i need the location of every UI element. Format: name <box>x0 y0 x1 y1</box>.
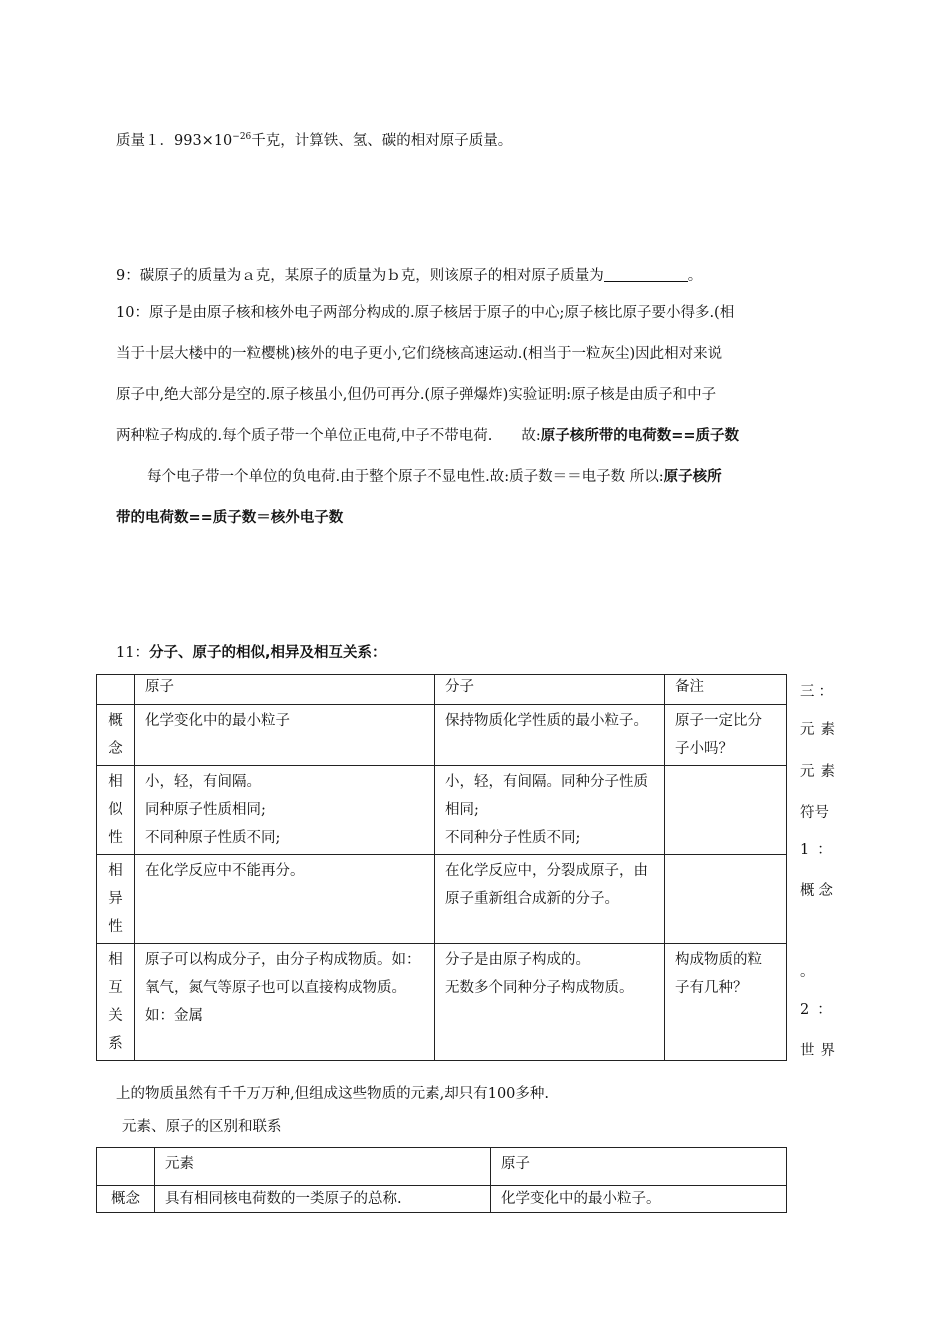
header-cell-atom: 原子 <box>491 1148 787 1186</box>
header-cell-molecule: 分子 <box>435 675 665 705</box>
side-text: 三： <box>800 684 837 700</box>
table-row <box>97 855 787 944</box>
answer-blank[interactable] <box>604 267 688 282</box>
side-text: 2： <box>800 1002 840 1018</box>
side-text: 1： <box>800 842 840 858</box>
question-9 <box>116 264 702 285</box>
q10-line-5 <box>147 465 722 486</box>
cell-atom-relation: 原子可以构成分子，由分子构成物质。如：氧气，氮气等原子也可以直接构成物质。如：金属 <box>135 944 435 1061</box>
question-11-title: 分子、原子的相似,相异及相互关系： <box>148 645 387 661</box>
question-11-heading <box>116 641 386 662</box>
q10-line-4-text: 两种粒子构成的.每个质子带一个单位正电荷,中子不带电荷. 故: <box>116 428 541 444</box>
table-header-row <box>97 1148 787 1186</box>
table-2-title: 元素、原子的区别和联系 <box>122 1119 282 1135</box>
row-label-difference: 相 异 性 <box>97 855 135 944</box>
q10-line-2: 当于十层大楼中的一粒樱桃)核外的电子更小,它们绕核高速运动.(相当于一粒灰尘)因此相对来说 <box>116 346 723 362</box>
q10-conclusion-2b: 带的电荷数==质子数＝核外电子数 <box>116 510 344 526</box>
side-text: 概念 <box>800 883 837 899</box>
side-text: 元素 <box>800 764 841 780</box>
cell-molecule-difference: 在化学反应中，分裂成原子，由原子重新组合成新的分子。 <box>435 855 665 944</box>
side-text: 。 <box>800 964 815 980</box>
mass-text-pre: 质量１．993×10 <box>116 133 233 149</box>
cell-molecule-concept: 保持物质化学性质的最小粒子。 <box>435 705 665 766</box>
world-paragraph: 上的物质虽然有千千万万种,但组成这些物质的元素,却只有100多种. <box>116 1086 550 1102</box>
cell-atom-similarity: 小，轻，有间隔。 同种原子性质相同; 不同种原子性质不同; <box>135 766 435 855</box>
mass-paragraph <box>116 129 512 150</box>
table-row <box>97 766 787 855</box>
cell-molecule-relation: 分子是由原子构成的。 无数多个同种分子构成物质。 <box>435 944 665 1061</box>
row-label-concept: 概 念 <box>97 705 135 766</box>
table-row <box>97 944 787 1061</box>
cell-note-concept: 原子一定比分子小吗？ <box>665 705 787 766</box>
side-text: 世界 <box>800 1043 841 1059</box>
cell-note-similarity <box>665 766 787 855</box>
q10-line-4 <box>116 424 739 445</box>
side-text: 元素 <box>800 722 841 738</box>
q10-conclusion-1: 原子核所带的电荷数==质子数 <box>540 428 740 444</box>
header-cell-empty <box>97 1148 155 1186</box>
question-9-end: 。 <box>687 268 703 284</box>
header-cell-note: 备注 <box>665 675 787 705</box>
header-cell-atom: 原子 <box>135 675 435 705</box>
question-9-text: 9：碳原子的质量为ａ克，某原子的质量为ｂ克，则该原子的相对原子质量为 <box>116 268 604 284</box>
cell-note-relation: 构成物质的粒子有几种？ <box>665 944 787 1061</box>
cell-atom-concept: 化学变化中的最小粒子。 <box>491 1186 787 1213</box>
atom-molecule-table <box>96 674 787 1061</box>
element-atom-table <box>96 1147 787 1213</box>
row-label-relation: 相 互 关 系 <box>97 944 135 1061</box>
side-text: 符号 <box>800 805 829 821</box>
question-11-number: 11： <box>116 645 149 661</box>
table-header-row <box>97 675 787 705</box>
cell-atom-concept: 化学变化中的最小粒子 <box>135 705 435 766</box>
table-row <box>97 705 787 766</box>
mass-exponent: −26 <box>232 132 252 142</box>
q10-conclusion-2a: 原子核所 <box>663 469 722 485</box>
table-row <box>97 1186 787 1213</box>
cell-atom-difference: 在化学反应中不能再分。 <box>135 855 435 944</box>
q10-line-5-text: 每个电子带一个单位的负电荷.由于整个原子不显电性.故:质子数＝＝电子数 所以: <box>147 469 664 485</box>
cell-element-concept: 具有相同核电荷数的一类原子的总称. <box>155 1186 491 1213</box>
q10-line-6 <box>116 506 343 527</box>
q10-line-3: 原子中,绝大部分是空的.原子核虽小,但仍可再分.(原子弹爆炸)实验证明:原子核是由质子和中子 <box>116 387 717 403</box>
row-label-concept: 概念 <box>97 1186 155 1213</box>
header-cell-element: 元素 <box>155 1148 491 1186</box>
mass-text-post: 千克，计算铁、氢、碳的相对原子质量。 <box>251 133 513 149</box>
header-cell-empty <box>97 675 135 705</box>
cell-note-difference <box>665 855 787 944</box>
cell-molecule-similarity: 小，轻，有间隔。同种分子性质相同; 不同种分子性质不同; <box>435 766 665 855</box>
q10-line-1: 10：原子是由原子核和核外电子两部分构成的.原子核居于原子的中心;原子核比原子要小得多.(相 <box>116 305 735 321</box>
row-label-similarity: 相 似 性 <box>97 766 135 855</box>
